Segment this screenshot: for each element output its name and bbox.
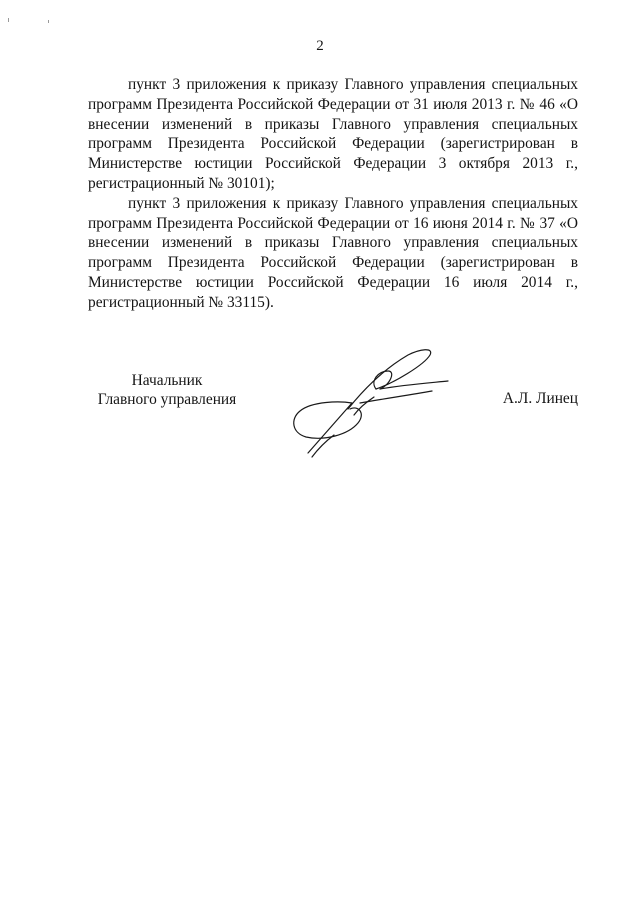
signer-position-line-1: Начальник: [131, 372, 203, 389]
handwritten-signature: [282, 345, 452, 460]
scan-edge-mark: [8, 18, 9, 22]
paragraph-1: пункт 3 приложения к приказу Главного управления специальных программ Президента Российской Федерации от 31 июля 2013 г. № 46 «О внесении изменений в приказы Главного управления специальных программ Президента Российской Федерации (зарегистрирован в Министерстве юстиции Российской Федерации 3 октября 2013 г., регистрационный № 30101);: [88, 76, 578, 192]
signer-name: А.Л. Линец: [502, 390, 578, 407]
scan-edge-mark: [48, 20, 49, 23]
signer-position-line-2: Главного управления: [97, 391, 237, 408]
signer-position: [82, 371, 252, 409]
paragraph-2: пункт 3 приложения к приказу Главного управления специальных программ Президента Российской Федерации от 16 июня 2014 г. № 37 «О внесении изменений в приказы Главного управления специальных программ Президента Российской Федерации (зарегистрирован в Министерстве юстиции Российской Федерации 16 июля 2014 г., регистрационный № 33115).: [88, 194, 578, 311]
page-number: 2: [316, 38, 324, 54]
